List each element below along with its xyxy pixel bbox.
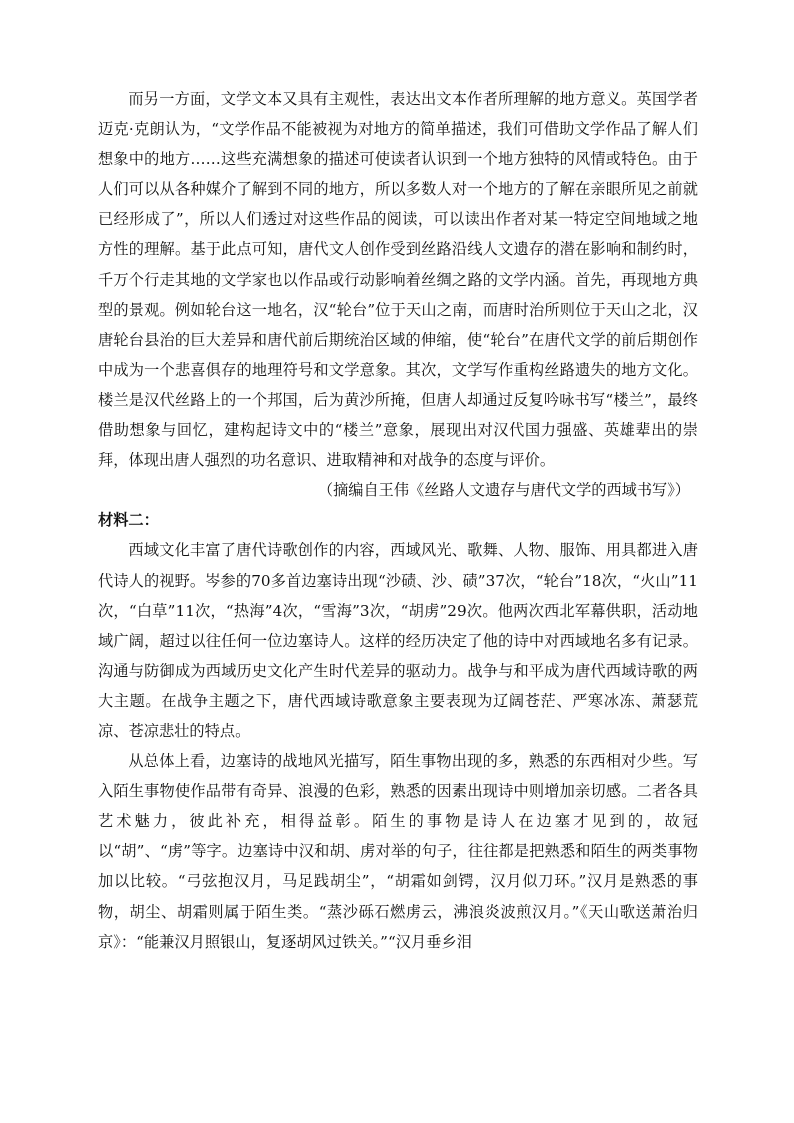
paragraph-material-two-1: 西域文化丰富了唐代诗歌创作的内容，西域风光、歌舞、人物、服饰、用具都进入唐代诗人的视野。岑参的70多首边塞诗出现“沙碛、沙、碛”37次，“轮台”18次，“火山”11次，“白草”11次，“热海”4次，“雪海”3次，“胡虏”29次。他两次西北军幕供职，活动地域广阔，超过以往任何一位边塞诗人。这样的经历决定了他的诗中对西域地名多有记录。沟通与防御成为西域历史文化产生时代差异的驱动力。战争与和平成为唐代西域诗歌的两大主题。在战争主题之下，唐代西域诗歌意象主要表现为辽阔苍茫、严寒冰冻、萧瑟荒凉、苍凉悲壮的特点。: [98, 541, 698, 740]
paragraph-material-two-2: 从总体上看，边塞诗的战地风光描写，陌生事物出现的多，熟悉的东西相对少些。写入陌生事物使作品带有奇异、浪漫的色彩，熟悉的因素出现诗中则增加亲切感。二者各具艺术魅力，彼此补充，相得益彰。陌生的事物是诗人在边塞才见到的，故冠以“胡”、“虏”等字。边塞诗中汉和胡、虏对举的句子，往往都是把熟悉和陌生的两类事物加以比较。“弓弦抱汉月，马足践胡尘”，“胡霜如剑锷，汉月似刀环。”汉月是熟悉的事物，胡尘、胡霜则属于陌生类。“蒸沙砾石燃虏云，沸浪炎波煎汉月。”《天山歌送萧治归京》：“能兼汉月照银山，复逐胡风过铁关。”“汉月垂乡泪: [98, 752, 698, 951]
document-page: [98, 84, 698, 957]
paragraph-material-one: 而另一方面，文学文本又具有主观性，表达出文本作者所理解的地方意义。英国学者迈克·克朗认为，“文学作品不能被视为对地方的简单描述，我们可借助文学作品了解人们想象中的地方……这些充满想象的描述可使读者认识到一个地方独特的风情或特色。由于人们可以从各种媒介了解到不同的地方，所以多数人对一个地方的了解在亲眼所见之前就已经形成了”，所以人们透过对这些作品的阅读，可以读出作者对某一特定空间地域之地方性的理解。基于此点可知，唐代文人创作受到丝路沿线人文遗存的潜在影响和制约时，千万个行走其地的文学家也以作品或行动影响着丝绸之路的文学内涵。首先，再现地方典型的景观。例如轮台这一地名，汉“轮台”位于天山之南，而唐时治所则位于天山之北，汉唐轮台县治的巨大差异和唐代前后期统治区域的伸缩，使“轮台”在唐代文学的前后期创作中成为一个悲喜俱存的地理符号和文学意象。其次，文学写作重构丝路遗失的地方文化。楼兰是汉代丝路上的一个邦国，后为黄沙所掩，但唐人却通过反复吟咏书写“楼兰”，最终借助想象与回忆，建构起诗文中的“楼兰”意象，展现出对汉代国力强盛、英雄辈出的崇拜，体现出唐人强烈的功名意识、进取精神和对战争的态度与评价。: [98, 90, 698, 470]
material-two-heading: 材料二：: [98, 511, 159, 530]
source-citation: （摘编自王伟《丝路人文遗存与唐代文学的西域书写》）: [317, 481, 690, 500]
